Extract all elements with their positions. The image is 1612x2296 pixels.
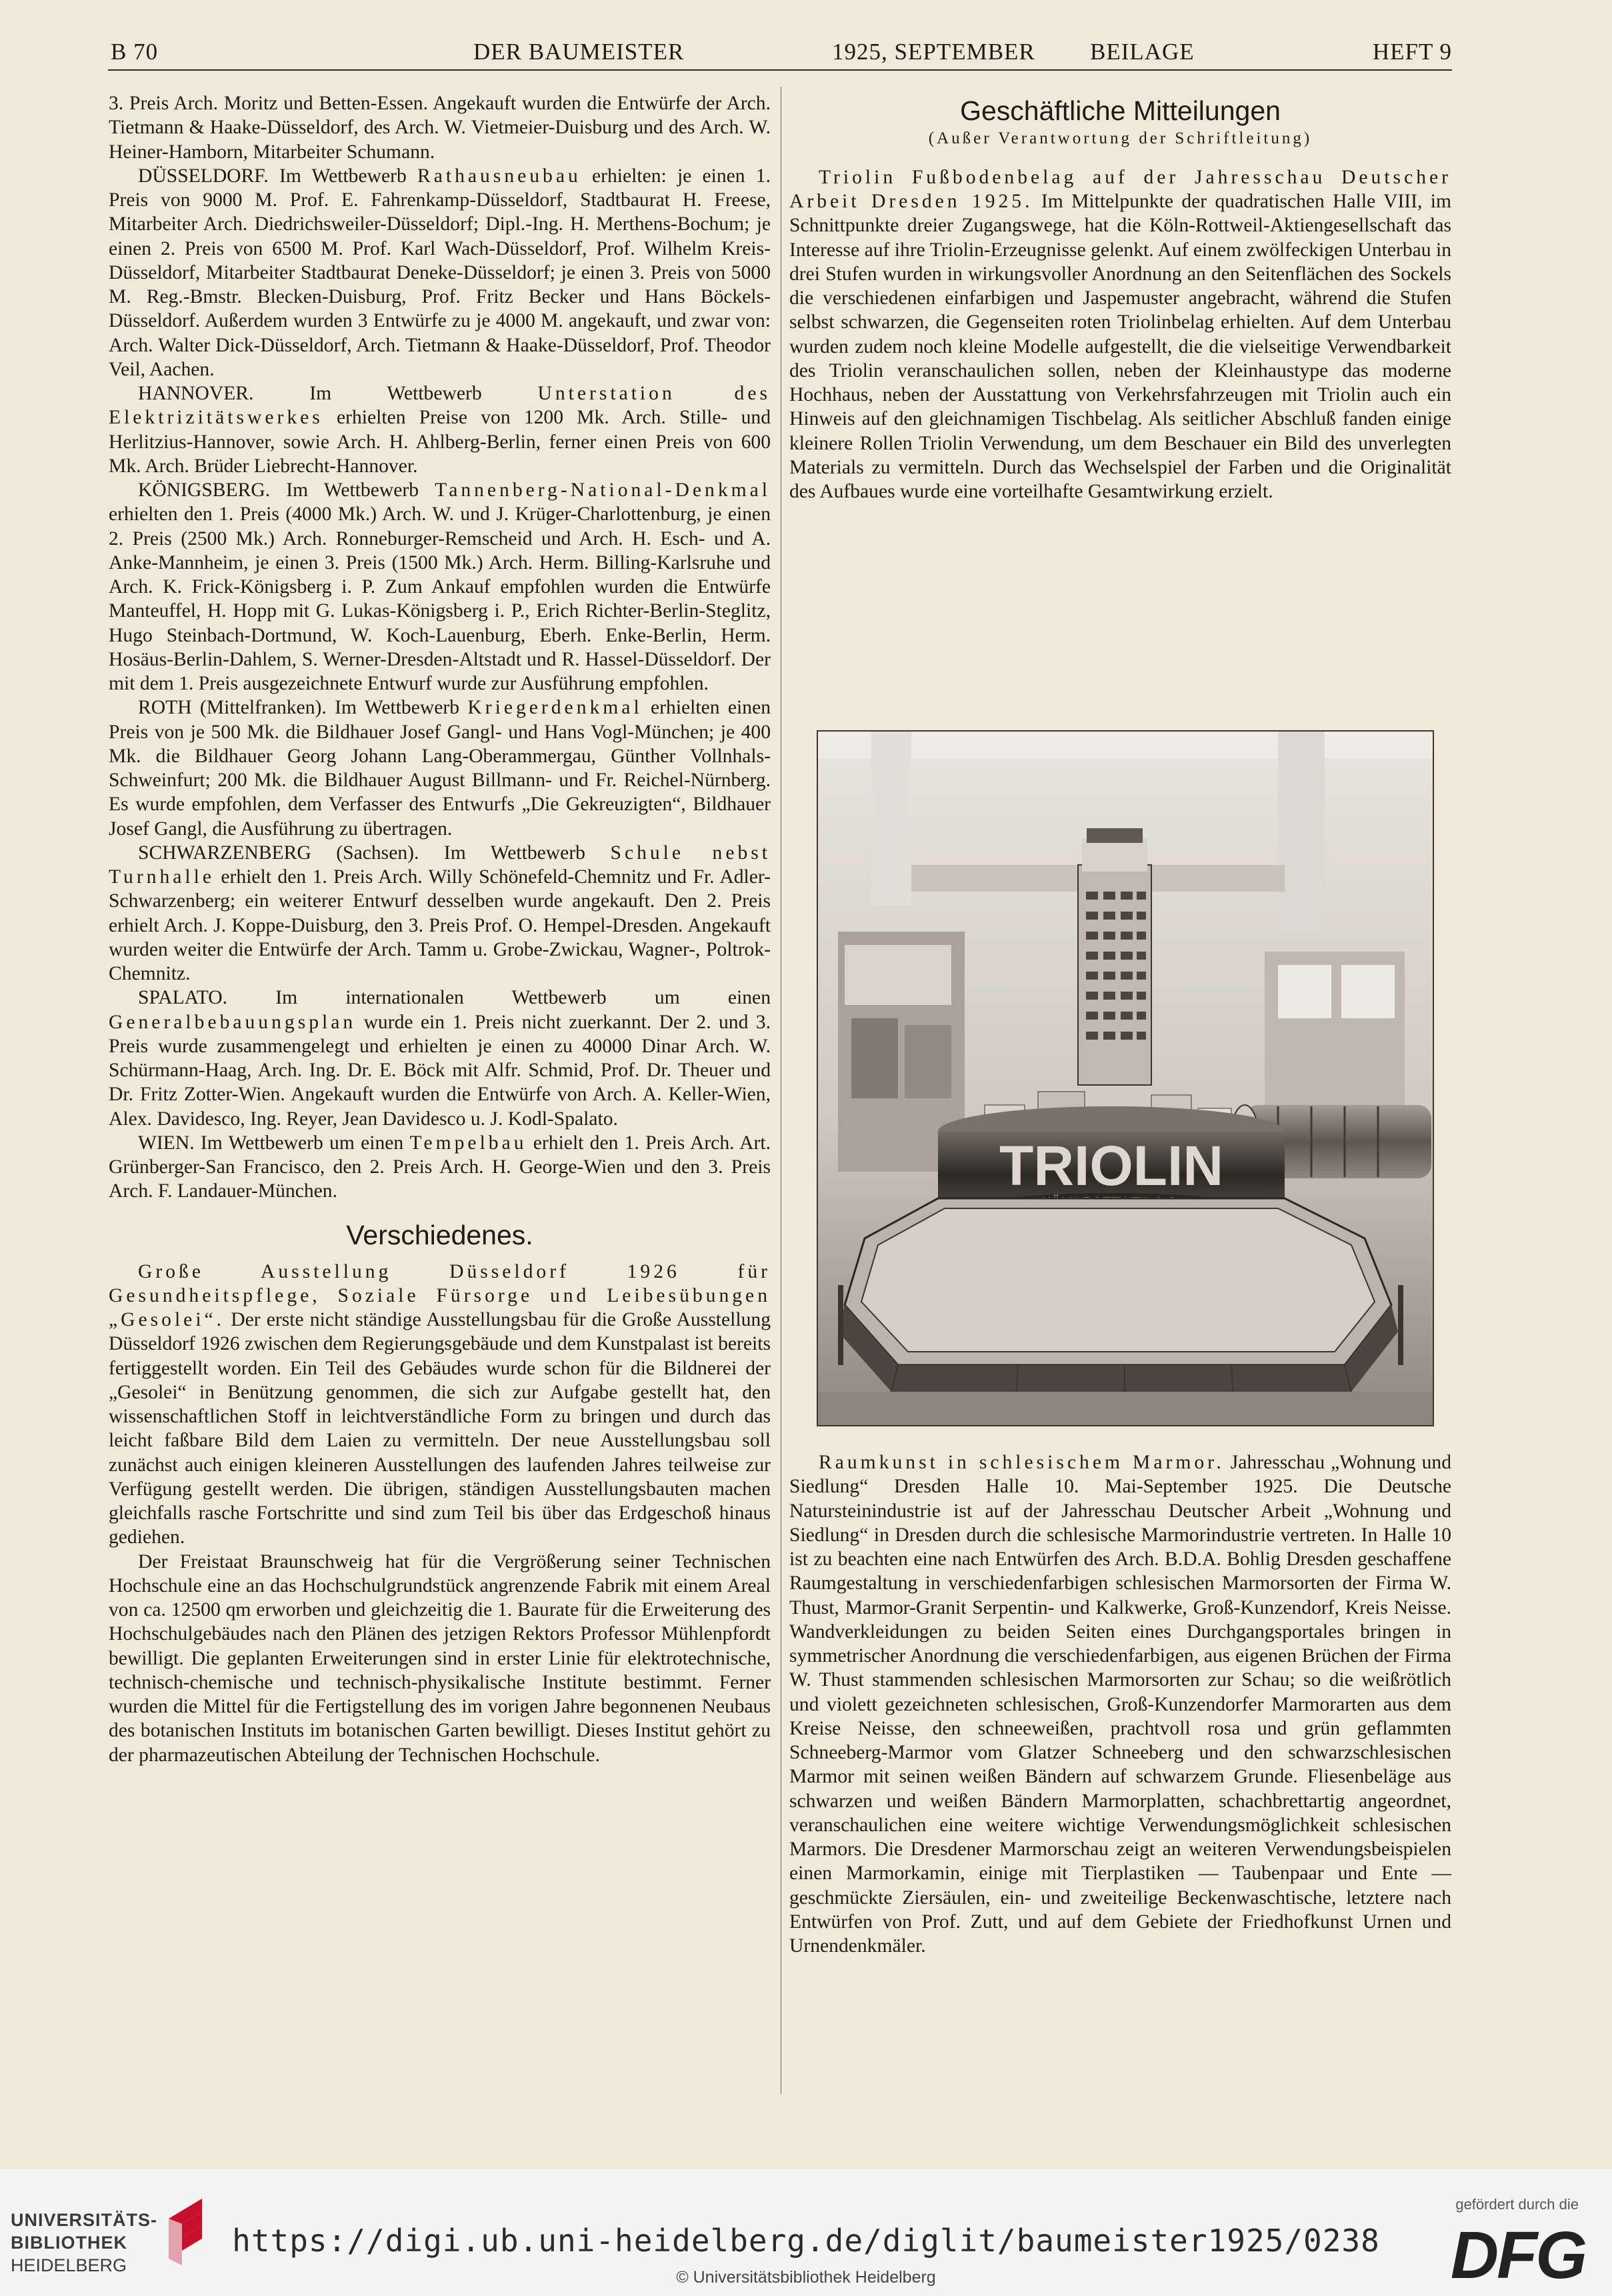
permalink-url[interactable]: https://digi.ub.uni-heidelberg.de/diglit/baumeister1925/0238 [232,2223,1380,2259]
dfg-logo: DFG [1450,2218,1585,2293]
supplement-label: BEILAGE [1090,39,1195,65]
running-header [108,35,1452,69]
competition-topic: Rathausneubau [417,165,581,187]
city-name: KÖNIGSBERG. [138,479,271,501]
city-name: WIEN. [138,1132,195,1154]
paragraph: SPALATO. Im internationalen Wettbewerb um einen Generalbebauungsplan wurde ein 1. Preis nicht zuerkannt. Der 2. und 3. Preis wurde zusammengelegt und erhielten je einen zu 40000 Dinar Arch. W. Schürmann-Haag, Arch. Ing. Dr. E. Böck mit Alfr. Schmid, Prof. Dr. Theuer und Dr. Fritz Zotter-Wien. Angekauft wurden die Entwürfe von Arch. A. Keller-Wien, Alex. Davidesco, Ing. Reyer, Jean Davidesco u. J. Kodl-Spalato. [109,987,771,1130]
competition-topic: Generalbebauungsplan [109,1011,357,1033]
exhibition-photo [817,730,1434,1426]
paragraph: KÖNIGSBERG. Im Wettbewerb Tannenberg-National-Denkmal erhielten den 1. Preis (4000 Mk.) Arch. W. und J. Krüger-Charlottenburg, je einen 2. Preis (2500 Mk.) Arch. Ronneburger-Remscheid und Arch. H. Esch- und A. Anke-Mannheim, je einen 3. Preis (1500 Mk.) Arch. Herm. Billing-Karlsruhe und Arch. K. Frick-Königsberg i. P. Zum Ankauf empfohlen wurden die Entwürfe Manteuffel, H. Hopp mit G. Lukas-Königsberg i. P., Erich Richter-Berlin-Steglitz, Hugo Steinbach-Dortmund, W. Koch-Lauenburg, Eberh. Enke-Berlin, Herm. Hosäus-Berlin-Dahlem, S. Werner-Dresden-Altstadt und R. Hassel-Düsseldorf. Der mit dem 1. Preis ausgezeichnete Entwurf wurde zur Ausführung empfohlen. [109,479,771,694]
paragraph: Raumkunst in schlesischem Marmor. Jahresschau „Wohnung und Siedlung“ Dresden Halle 10. Mai-September 1925. Die Deutsche Natursteinindustrie ist auf der Jahresschau Deutscher Arbeit „Wohnung und Siedlung“ in Dresden durch die schlesische Marmorindustrie vertreten. In Halle 10 ist zu beachten eine nach Entwürfen des Arch. B.D.A. Bohlig Dresden geschaffene Raumgestaltung in verschiedenfarbigen schlesischen Marmorsorten der Firma W. Thust, Marmor-Granit Serpentin- und Kalkwerke, Groß-Kunzendorf, Kreis Neisse. Wandverkleidungen zu beiden Seiten eines Durchgangsportales bringen in symmetrischer Anordnung die verschiedenfarbigen, aus eigenen Brüchen der Firma W. Thust stammenden schlesischen Marmorsorten zur Schau; so die weißrötlich und violett gezeichneten schlesischen, Groß-Kunzendorfer Marmorarten aus dem Kreise Neisse, den schneeweißen, prachtvoll rosa und grün geflammten Schneeberg-Marmor vom Glatzer Schneeberg und den schwarzschlesischen Marmor mit seinen weißen Bändern auf schwarzem Grunde. Fliesenbeläge aus schwarzen und weißen Bändern Marmorplatten, schachbrettartig angeordnet, veranschaulichen eine weitere wichtige Verwendungsmöglichkeit schlesischen Marmors. Die Dresdener Marmorschau zeigt an weiteren Verwendungsbeispielen einen Marmorkamin, einige mit Tierplastiken — Taubenpaar und Ente — geschmückte Ziersäulen, ein- und zweiteilige Beckenwaschtische, letztere nach Entwürfen von Prof. Zutt, und auf dem Gebiete der Friedhofkunst Urnen und Urnendenkmäler. [789,1452,1452,1957]
article-topic: Raumkunst in schlesischem Marmor. [819,1452,1225,1473]
copyright-notice: © Universitätsbibliothek Heidelberg [676,2268,936,2287]
library-name: UNIVERSITÄTS- BIBLIOTHEK HEIDELBERG [11,2210,158,2275]
left-column [109,91,771,1767]
paragraph: Der Freistaat Braunschweig hat für die Vergrößerung seiner Technischen Hochschule eine an das Hochschulgrundstück angrenzende Fabrik mit einem Areal von ca. 12500 qm erworben und gleichzeitig die 1. Baurate für die Erweiterung des Hochschulgebäudes nach den Plänen des jetzigen Rektors Professor Mühlenpfordt bewilligt. Die geplanten Erweiterungen sind in erster Linie für elektrotechnische, technisch-chemische und technisch-physikalische Institute bestimmt. Ferner wurden die Mittel für die Fertigstellung des im vorigen Jahre begonnenen Neubaus des botanischen Instituts im botanischen Garten bewilligt. Dieses Institut gehört zu der pharmazeutischen Abteilung der Technischen Hochschule. [109,1550,771,1766]
paragraph: SCHWARZENBERG (Sachsen). Im Wettbewerb Schule nebst Turnhalle erhielt den 1. Preis Arch. Willy Schönefeld-Chemnitz und Fr. Adler-Schwarzenberg; ein weiterer Entwurf desselben wurde angekauft. Den 2. Preis erhielt Arch. J. Koppe-Duisburg, den 3. Preis Prof. O. Hempel-Dresden. Angekauft wurden weiter die Entwürfe der Arch. Tamm u. Grobe-Zwickau, Wagner-, Poltrok-Chemnitz. [109,842,771,984]
right-column [789,91,1451,503]
issue-date: 1925, SEPTEMBER [832,39,1035,65]
section-title-geschaeftliche: Geschäftliche Mitteilungen [960,95,1281,126]
page-number: B 70 [111,39,159,65]
paragraph: HANNOVER. Im Wettbewerb Unterstation des Elektrizitätswerkes erhielten Preise von 1200 Mk. Arch. Stille- und Herlitzius-Hannover, sowie Arch. H. Ahlberg-Berlin, ferner einen Preis von 600 Mk. Arch. Brüder Liebrecht-Hannover. [109,383,771,477]
competition-topic: Tannenberg-National-Denkmal [435,479,771,501]
competition-topic: Schule nebst Turnhalle [109,842,771,888]
paragraph: 3. Preis Arch. Moritz und Betten-Essen. Angekauft wurden die Entwürfe der Arch. Tietmann & Haake-Düsseldorf, des Arch. W. Vietmeier-Duisburg und des Arch. W. Heiner-Hamborn, Mitarbeiter Schumann. [109,93,771,163]
journal-title: DER BAUMEISTER [473,39,685,65]
competition-topic: Kriegerdenkmal [467,697,643,719]
paragraph: Große Ausstellung Düsseldorf 1926 für Gesundheitspflege, Soziale Fürsorge und Leibesübungen „Gesolei“. Der erste nicht ständige Ausstellungsbau für die Große Ausstellung Düsseldorf 1926 zwischen dem Regierungsgebäude und dem Kunstpalast ist bereits fertiggestellt worden. Ein Teil des Gebäudes wurde schon für die Bildnerei der „Gesolei“ in Benützung genommen, die sich zur Aufgabe gestellt hat, den wissenschaftlichen Stoff in leichtverständliche Form zu bringen und durch das leicht faßbare Bild dem Laien zu vermitteln. Der neue Ausstellungsbau soll zunächst auch einigen kleineren Ausstellungen des laufenden Jahres teilweise zur Verfügung gestellt werden. Die übrigen, ständigen Ausstellungsbauten machen gleichfalls rasche Fortschritte und sind zum Teil bis über das Erdgeschoß hinaus gediehen. [109,1260,771,1548]
issue-number: HEFT 9 [1372,39,1452,65]
paragraph: WIEN. Im Wettbewerb um einen Tempelbau erhielt den 1. Preis Arch. Art. Grünberger-San Francisco, den 2. Preis Arch. H. George-Wien und den 3. Preis Arch. F. Landauer-München. [109,1132,771,1202]
city-name: ROTH [138,697,192,719]
competition-topic: Tempelbau [409,1132,527,1154]
city-name: SCHWARZENBERG [138,842,311,864]
article-topic: Triolin Fußbodenbelag auf der Jahresschau Deutscher Arbeit Dresden 1925. [789,166,1451,213]
section-subtitle: (Außer Verantwortung der Schriftleitung) [928,129,1313,148]
library-footer [0,2169,1612,2296]
competition-topic: Unterstation des Elektrizitätswerkes [109,383,771,429]
city-name: HANNOVER. [138,383,254,404]
header-rule [108,69,1452,71]
section-title-verschiedenes: Verschiedenes. [346,1219,533,1250]
right-column-lower [789,1450,1451,1958]
article-topic: Große Ausstellung Düsseldorf 1926 für Gesundheitspflege, Soziale Fürsorge und Leibesübungen „Gesolei“. [109,1260,771,1331]
paragraph: Triolin Fußbodenbelag auf der Jahresschau Deutscher Arbeit Dresden 1925. Im Mittelpunkte der quadratischen Halle VIII, im Schnittpunkte dreier Zugangswege, hat die Köln-Rottweil-Aktiengesellschaft das Interesse auf ihre Triolin-Erzeugnisse gelenkt. Auf einem zwölfeckigen Unterbau in drei Stufen wurden in wirkungsvoller Anordnung an den Seitenflächen des Sockels die verschiedenen einfarbigen und Jaspemuster angebracht, während die Stufen selbst schwarzen, die Gegenseiten roten Triolinbelag erhielten. Auf dem Unterbau wurden zudem noch kleine Modelle aufgestellt, die die vielseitige Verwendbarkeit des Triolin veranschaulichen sollen, neben der Kleinhaustype das moderne Hochhaus, neben der Ausstattung von Verkehrsfahrzeugen mit Triolin auch ein Hinweis auf den gleichnamigen Tischbelag. Als seitlicher Abschluß fanden einige kleinere Rollen Triolin Verwendung, um dem Beschauer ein Bild des unverlegten Materials zu vermitteln. Durch das Wechselspiel der Farben und die Originalität des Aufbaues wurde eine vorteilhafte Gesamtwirkung erzielt. [789,166,1451,503]
funding-label: gefördert durch die [1455,2196,1579,2213]
paragraph: DÜSSELDORF. Im Wettbewerb Rathausneubau erhielten: je einen 1. Preis von 9000 M. Prof. E. Fahrenkamp-Düsseldorf, Stadtbaurat H. Freese, Mitarbeiter Arch. Diedrichsweiler-Düsseldorf; Dipl.-Ing. H. Merthens-Bochum; je einen 2. Preis von 6500 M. Prof. Karl Wach-Düsseldorf, Prof. Wilhelm Kreis-Düsseldorf, Mitarbeiter Stadtbaurat Deneke-Düsseldorf; je einen 3. Preis von 5000 M. Reg.-Bmstr. Blecken-Duisburg, Prof. Fritz Becker und Hans Böckels-Düsseldorf. Außerdem wurden 3 Entwürfe zu je 4000 M. angekauft, und zwar von: Arch. Walter Dick-Düsseldorf, Arch. Tietmann & Haake-Düsseldorf, Prof. Theodor Veil, Aachen. [109,165,771,380]
photo-sign-triolin: TRIOLIN [999,1134,1223,1197]
photo-illustration [818,732,1433,1425]
city-name: DÜSSELDORF. [138,165,269,187]
paragraph: ROTH (Mittelfranken). Im Wettbewerb Kriegerdenkmal erhielten einen Preis von je 500 Mk. die Bildhauer Josef Gangl- und Hans Vogl-München; je 400 Mk. die Bildhauer Georg Johann Lang-Oberammergau, Günther Vollnhals-Schweinfurt; 200 Mk. die Bildhauer August Billmann- und Fr. Reichel-Nürnberg. Es wurde empfohlen, dem Verfasser des Entwurfs „Die Gekreuzigten“, Bildhauer Josef Gangl, die Ausführung zu übertragen. [109,697,771,840]
city-name: SPALATO. [138,987,228,1009]
